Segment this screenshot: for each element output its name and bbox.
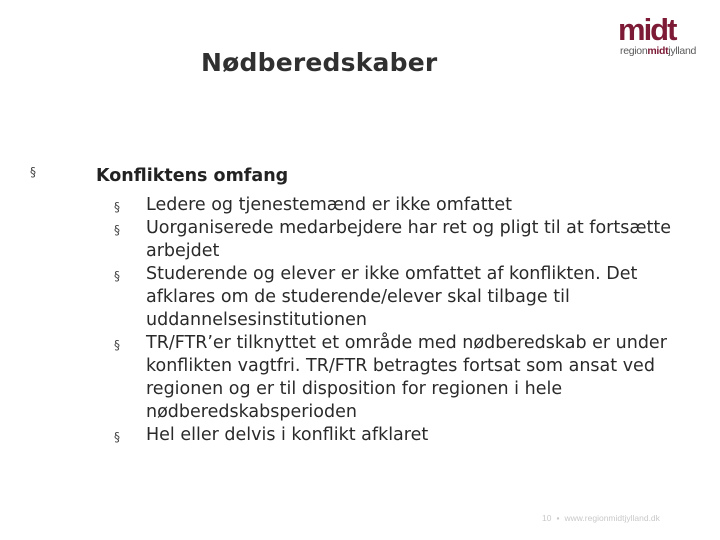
sub-bullet-item	[114, 263, 704, 332]
region-midtjylland-logo	[618, 16, 710, 60]
sub-bullet-marker: §	[114, 430, 120, 444]
sub-bullet-text: Uorganiserede medarbejdere har ret og pligt til at fortsætte arbejdet	[146, 218, 672, 261]
sub-bullet-item	[114, 332, 704, 424]
footer-url: www.regionmidtjylland.dk	[564, 513, 660, 523]
level1-bullet-text: Konfliktens omfang	[96, 166, 289, 186]
sub-bullet-text: Ledere og tjenestemænd er ikke omfattet	[146, 195, 513, 215]
sub-bullet-item	[114, 194, 704, 217]
logo-mark-text: midt	[618, 16, 676, 44]
midt-logo-mark	[618, 16, 706, 44]
sub-bullet-marker: §	[114, 338, 120, 352]
sub-bullet-marker: §	[114, 223, 120, 237]
slide-footer	[542, 513, 665, 523]
logo-sub-accent: midt	[647, 45, 669, 57]
logo-sub-suffix: jylland	[668, 45, 697, 57]
slide-title: Nødberedskaber	[201, 48, 438, 77]
sub-bullet-text: Hel eller delvis i konflikt afklaret	[146, 425, 429, 445]
level1-bullet: §	[30, 165, 36, 179]
sub-bullet-text: TR/FTR’er tilknyttet et område med nødberedskab er under konflikten vagtfri. TR/FTR betragtes fortsat som ansat ved regionen og er til disposition for regionen i hele nødberedskabsperioden	[146, 333, 667, 422]
sub-bullet-list	[114, 194, 704, 447]
sub-bullet-text: Studerende og elever er ikke omfattet af konflikten. Det afklares om de studerende/elever skal tilbage til uddannelsesinstitutionen	[146, 264, 638, 330]
page-number: 10	[542, 513, 552, 523]
sub-bullet-item	[114, 424, 704, 447]
sub-bullet-item	[114, 217, 704, 263]
sub-bullet-marker: §	[114, 200, 120, 214]
logo-subtitle	[620, 45, 696, 57]
logo-sub-prefix: region	[620, 45, 648, 57]
footer-separator: ▪	[556, 513, 560, 523]
sub-bullet-marker: §	[114, 269, 120, 283]
